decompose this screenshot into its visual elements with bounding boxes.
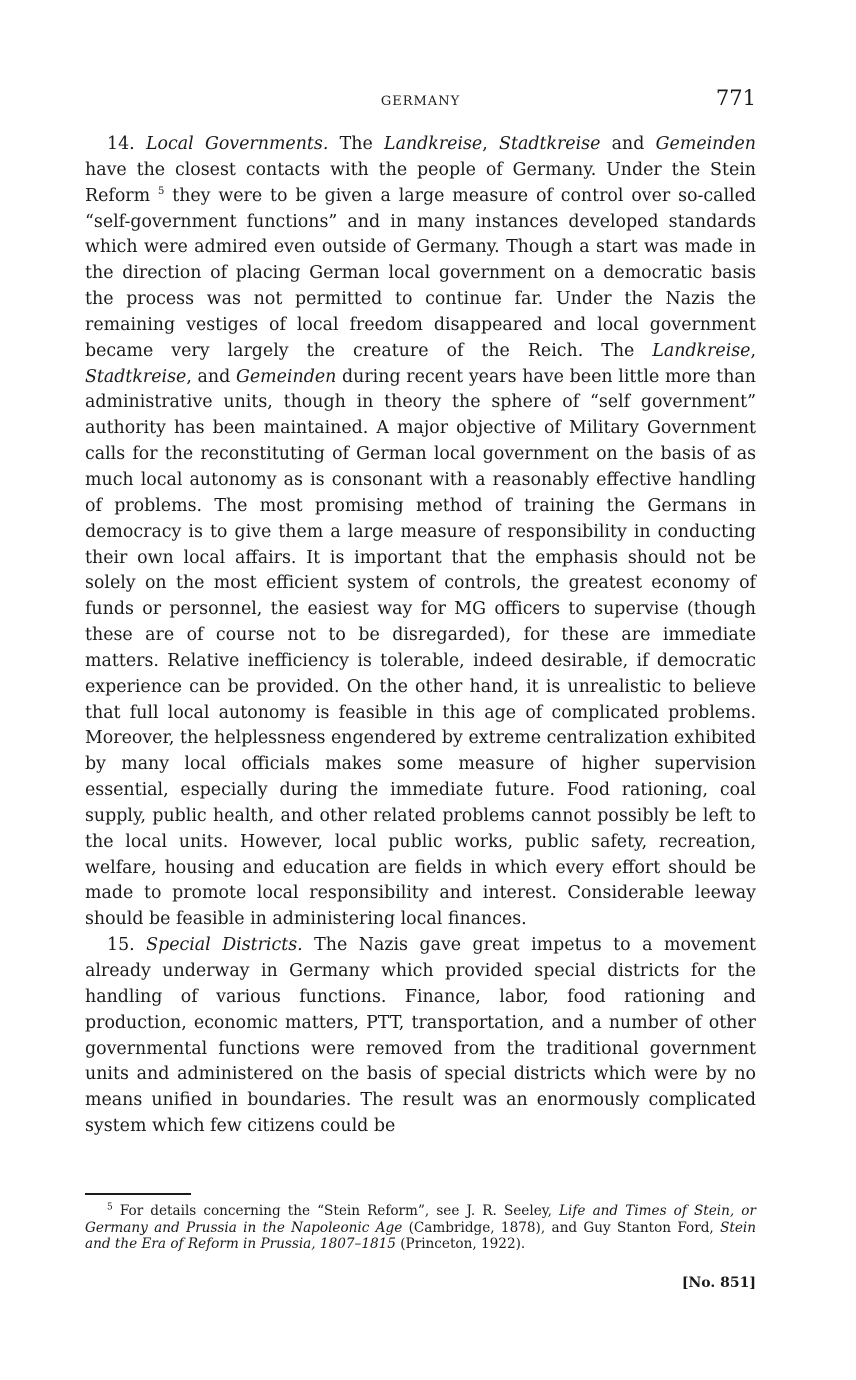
term-stadtkreise: Stadtkreise [499,134,601,154]
text-run: For details concerning the “Stein Reform”, see J. R. Seeley, [112,1203,560,1219]
footnote-reference: 5 [157,185,165,197]
text-run: (Cambridge, 1878), and Guy Stanton Ford, [402,1219,721,1236]
section-15-number: 15. [107,935,135,956]
term-gemeinden: Gemeinden [235,366,337,387]
text-run: , [750,340,756,361]
text-run: The [328,134,385,154]
footnote-title: Stein and the Era of Reform in Prussia, 1807–1815 [85,1219,756,1252]
text-run: The Nazis gave great impetus to a movement already underway in Germany which provided special districts for the handling of various functions. Finance, labor, food rationing and production, economic matters, PTT, transportation, and a number of other governmental functions were removed from the traditional government units and administered on the basis of special districts which were by no means unified in boundaries. The result was an enormously complicated system which few citizens could be [85,935,756,1137]
text-run: (Princeton, 1922). [395,1236,526,1252]
section-14-number: 14. [107,134,135,154]
text-run: have the closest contacts with the people of Germany. Under the Stein Reform [85,159,756,206]
footnote-mark: 5 [107,1202,113,1213]
page-header [85,86,756,120]
section-14-heading: Local Governments. [145,134,329,154]
footnote-title: Life and Times of Stein, or Germany and Prussia in the Napoleonic Age [85,1203,756,1236]
section-14-paragraph [85,132,756,933]
text-run: , [482,134,500,154]
section-15-heading: Special Districts. [146,935,303,956]
document-number: [No. 851] [681,1275,756,1291]
running-head: GERMANY [380,94,461,109]
section-15-paragraph [85,933,756,1140]
footnote-divider [85,1193,191,1195]
footnote [85,1203,756,1253]
body-text [85,132,756,1140]
text-run: , and [186,366,236,387]
text-run: during recent years have been little more than administrative units, though in theory the sphere of “self government” authority has been maintained. A major objective of Military Government calls for the reconstituting of German local government on the basis of as much local autonomy as is consonant with a reasonably effective handling of problems. The most promising method of training the Germans in democracy is to give them a large measure of responsibility in conducting their own local affairs. It is important that the emphasis should not be solely on the most efficient system of controls, the greatest economy of funds or personnel, the easiest way for MG officers to supervise (though these are of course not to be disregarded), for these are immediate matters. Relative inefficiency is tolerable, indeed desirable, if democratic experience can be provided. On the other hand, it is unrealistic to believe that full local autonomy is feasible in this age of complicated problems. Moreover, the helplessness engendered by extreme centralization exhibited by many local officials makes some measure of higher supervision essential, especially during the immediate future. Food rationing, coal supply, public health, and other related problems cannot possibly be left to the local units. However, local public works, public safety, recreation, welfare, housing and education are fields in which every effort should be made to promote local responsibility and interest. Considerable leeway should be feasible in administering local finances. [85,366,756,930]
term-landkreise: Landkreise [652,340,751,361]
text-run: and [600,134,656,154]
text-run: they were to be given a large measure of control over so-called “self-government functions” and in many instances developed standards which were admired even outside of Germany. Though a start was made in the direction of placing German local government on a democratic basis the process was not permitted to continue far. Under the Nazis the remaining vestiges of local freedom disappeared and local government became very largely the creature of the Reich. The [85,185,757,361]
term-landkreise: Landkreise [384,134,483,154]
term-stadtkreise: Stadtkreise [85,366,187,387]
term-gemeinden: Gemeinden [655,134,756,154]
page-number: 771 [715,86,756,110]
